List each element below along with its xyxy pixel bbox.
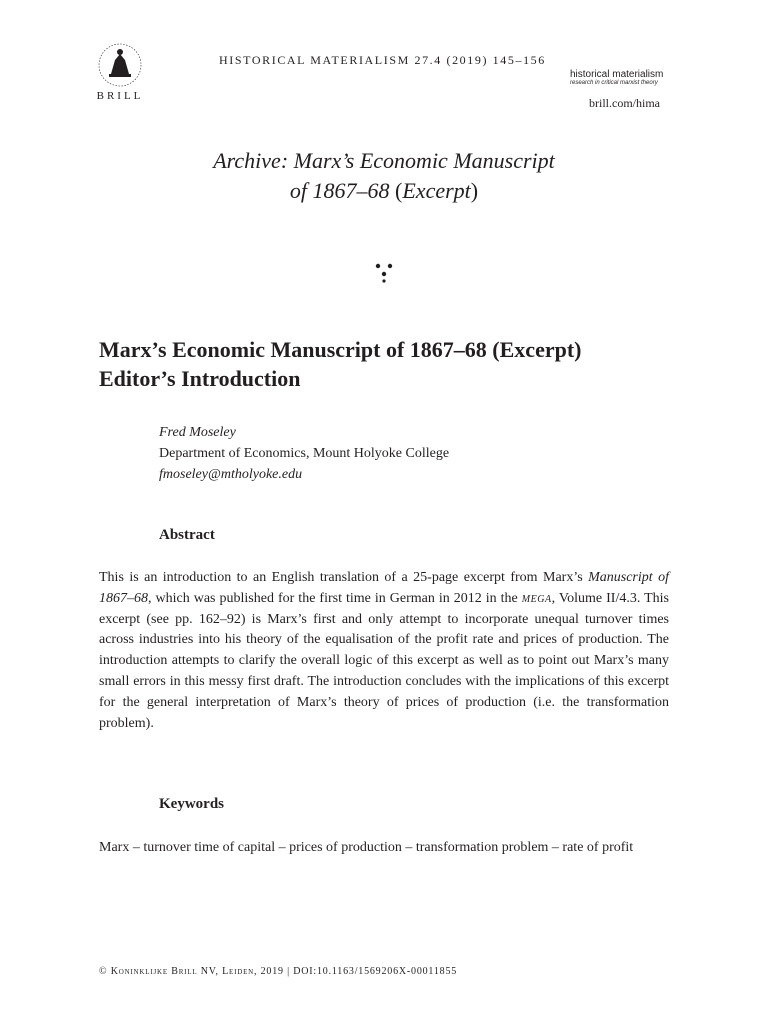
author-block	[159, 422, 449, 485]
archive-title	[100, 146, 668, 206]
brill-logo	[90, 42, 150, 102]
journal-url[interactable]: brill.com/hima	[589, 96, 660, 110]
author-affiliation: Department of Economics, Mount Holyoke College	[159, 446, 450, 461]
journal-logo	[570, 69, 670, 87]
journal-subtitle: research in critical marxist theory	[570, 80, 658, 86]
archive-title-line2: of 1867–68 (Excerpt)	[289, 178, 479, 203]
archive-title-line1: Archive: Marx’s Economic Manuscript	[213, 148, 555, 173]
abstract-heading: Abstract	[159, 527, 215, 543]
author-name: Fred Moseley	[159, 425, 236, 440]
keywords-heading: Keywords	[159, 796, 224, 812]
journal-name: historical materialism	[570, 69, 664, 80]
ornament-icon	[374, 262, 394, 284]
keywords-text: Marx – turnover time of capital – prices of production – transformation problem – rate of profit	[99, 840, 634, 855]
running-head: HISTORICAL MATERIALISM 27.4 (2019) 145–156	[219, 53, 546, 67]
publisher-name: BRILL	[96, 90, 144, 102]
footer-copyright: © Koninklijke Brill NV, Leiden, 2019 | DOI:10.1163/1569206X-00011855	[99, 966, 458, 977]
article-title-line1: Marx’s Economic Manuscript of 1867–68 (Excerpt)	[99, 337, 582, 362]
brill-emblem-icon	[97, 42, 143, 88]
article-title-line2: Editor’s Introduction	[99, 366, 301, 391]
article-title	[99, 335, 679, 393]
abstract-text: This is an introduction to an English translation of a 25-page excerpt from Marx’s Manuscript of 1867–68, which was published for the first time in German in 2012 in the mega, Volume II/4.3. This excerpt (see pp. 162–92) is Marx’s first and only attempt to incorporate unequal turnover times across industries into his theory of the equalisation of the profit rate and prices of production. The introduction attempts to clarify the overall logic of this excerpt as well as to point out Marx’s many small errors in this messy first draft. The introduction concludes with the implications of this excerpt for the general interpretation of Marx’s theory of prices of production (i.e. the transformation problem).	[99, 570, 669, 731]
author-email[interactable]: fmoseley@mtholyoke.edu	[159, 467, 303, 482]
